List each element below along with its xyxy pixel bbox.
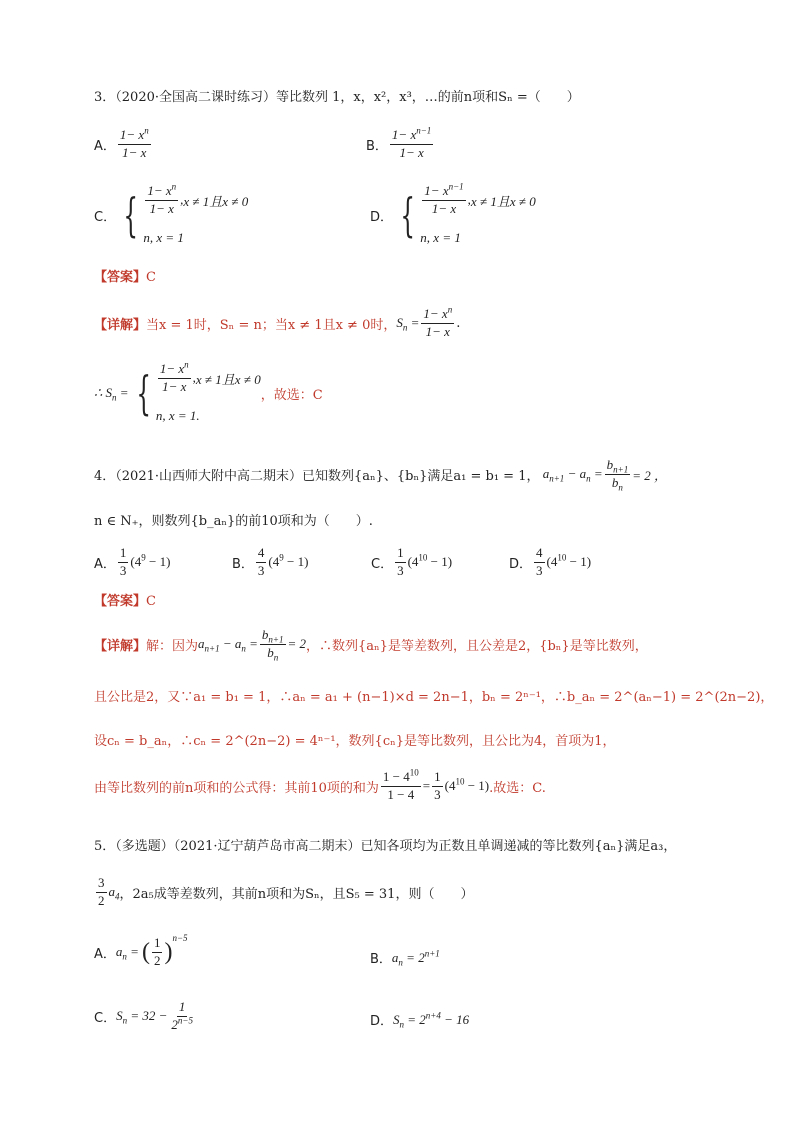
piecewise: { $\frac{1- x^n}{1- x}$ , x ≠ 1且x ≠ 0 n, x = 1. xyxy=(135,359,261,423)
q3-detail-2: ∴ $S_n$ = { $\frac{1- x^n}{1- x}$ , x ≠ 1且x ≠ 0 n, x = 1. ，故选：C xyxy=(94,359,323,423)
q4-detail-3: 设cₙ = b_aₙ，∴cₙ = 2^(2n−2) = 4ⁿ⁻¹，数列{cₙ}是等比数列，且公比为4，首项为1， xyxy=(94,734,616,749)
option-letter: B． xyxy=(366,138,388,154)
q4-option-d: D． $\frac{4}{3}$ $(4^{10} - 1)$ xyxy=(509,545,592,578)
q5-stem-1: 5．（多选题）（2021·辽宁葫芦岛市高二期末）已知各项均为正数且单调递减的等比数列{aₙ}满足a₃， xyxy=(94,839,677,854)
q4-detail-1: 【详解】 解：因为 $a_{n+1} - a_n$ = $\frac{b_{n+1}}{b_n}$ = 2 ，∴数列{aₙ}是等差数列，且公差是2，{bₙ}是等比数列， xyxy=(94,627,648,663)
option-letter: A． xyxy=(94,138,116,154)
q4-option-c: C． $\frac{1}{3}$ $(4^{10} - 1)$ xyxy=(371,545,453,578)
q4-option-a: A． $\frac{1}{3}$ $(4^9 - 1)$ xyxy=(94,545,171,578)
q5-option-a: A． $a_n$ = ( $\frac{1}{2}$ ) $^{n-5}$ xyxy=(94,933,188,968)
fraction: $\frac{1- x^{n-1}}{1- x}$ xyxy=(391,125,432,160)
q4-stem-2: n ∈ N₊，则数列{b_aₙ}的前10项和为（ ）. xyxy=(94,514,373,529)
q4-stem-1: 4．（2021·山西师大附中高二期末）已知数列{aₙ}、{bₙ}满足a₁ = b₁ = 1， $a_{n+1} - a_n$ = $\frac{b_{n+1}}{b_n}$ = 2 ， xyxy=(94,457,667,493)
q5-option-d: D． $S_n = 2^{n+4} - 16$ xyxy=(370,1010,470,1030)
q4-detail-4: 由等比数列的前n项和的公式得：其前10项的和为 $\frac{1 - 4^{10}}{1 - 4}$ = $\frac{1}{3}$ $(4^{10} - 1)$ .故选：C. xyxy=(94,767,546,802)
piecewise: { $\frac{1- x^n}{1- x}$ , x ≠ 1且x ≠ 0 n, x = 1 xyxy=(123,181,249,245)
q3-option-c xyxy=(94,181,249,246)
q4-detail-2: 且公比是2，又∵a₁ = b₁ = 1，∴aₙ = a₁ + (n−1)×d = 2n−1，bₙ = 2ⁿ⁻¹，∴b_aₙ = 2^(aₙ−1) = 2^(2n−2)， xyxy=(94,690,774,705)
q3-stem: 3．（2020·全国高二课时练习）等比数列 1，x，x²，x³，…的前n项和Sₙ =（ ） xyxy=(94,90,580,105)
option-letter: D． xyxy=(370,209,394,225)
q5-option-b: B． $a_n = 2^{n+1}$ xyxy=(370,948,440,968)
q3-answer: 【答案】C xyxy=(94,270,156,285)
q3-detail-1: 【详解】 当x = 1时，Sₙ = n；当x ≠ 1且x ≠ 0时， $S_n$ = $\frac{1- x^n}{1- x}$ . xyxy=(94,304,461,339)
q5-stem-2: $\frac{3}{2}$ $a_4$ ，2a₅成等差数列，其前n项和为Sₙ，且S₅ = 31，则（ ） xyxy=(98,875,474,908)
option-letter: C． xyxy=(94,209,117,225)
piecewise: { $\frac{1- x^{n-1}}{1- x}$ , x ≠ 1且x ≠ 0 n, x = 1 xyxy=(400,181,536,245)
q4-answer: 【答案】C xyxy=(94,594,156,609)
q3-option-b xyxy=(366,125,435,161)
q5-option-c: C． $S_n = 32$ − $\frac{1}{2^{n-5}}$ xyxy=(94,999,193,1032)
q4-option-b: B． $\frac{4}{3}$ $(4^9 - 1)$ xyxy=(232,545,309,578)
q3-option-a xyxy=(94,125,153,161)
fraction: $\frac{1- x^n}{1- x}$ xyxy=(119,125,149,160)
q3-option-d xyxy=(370,181,536,246)
